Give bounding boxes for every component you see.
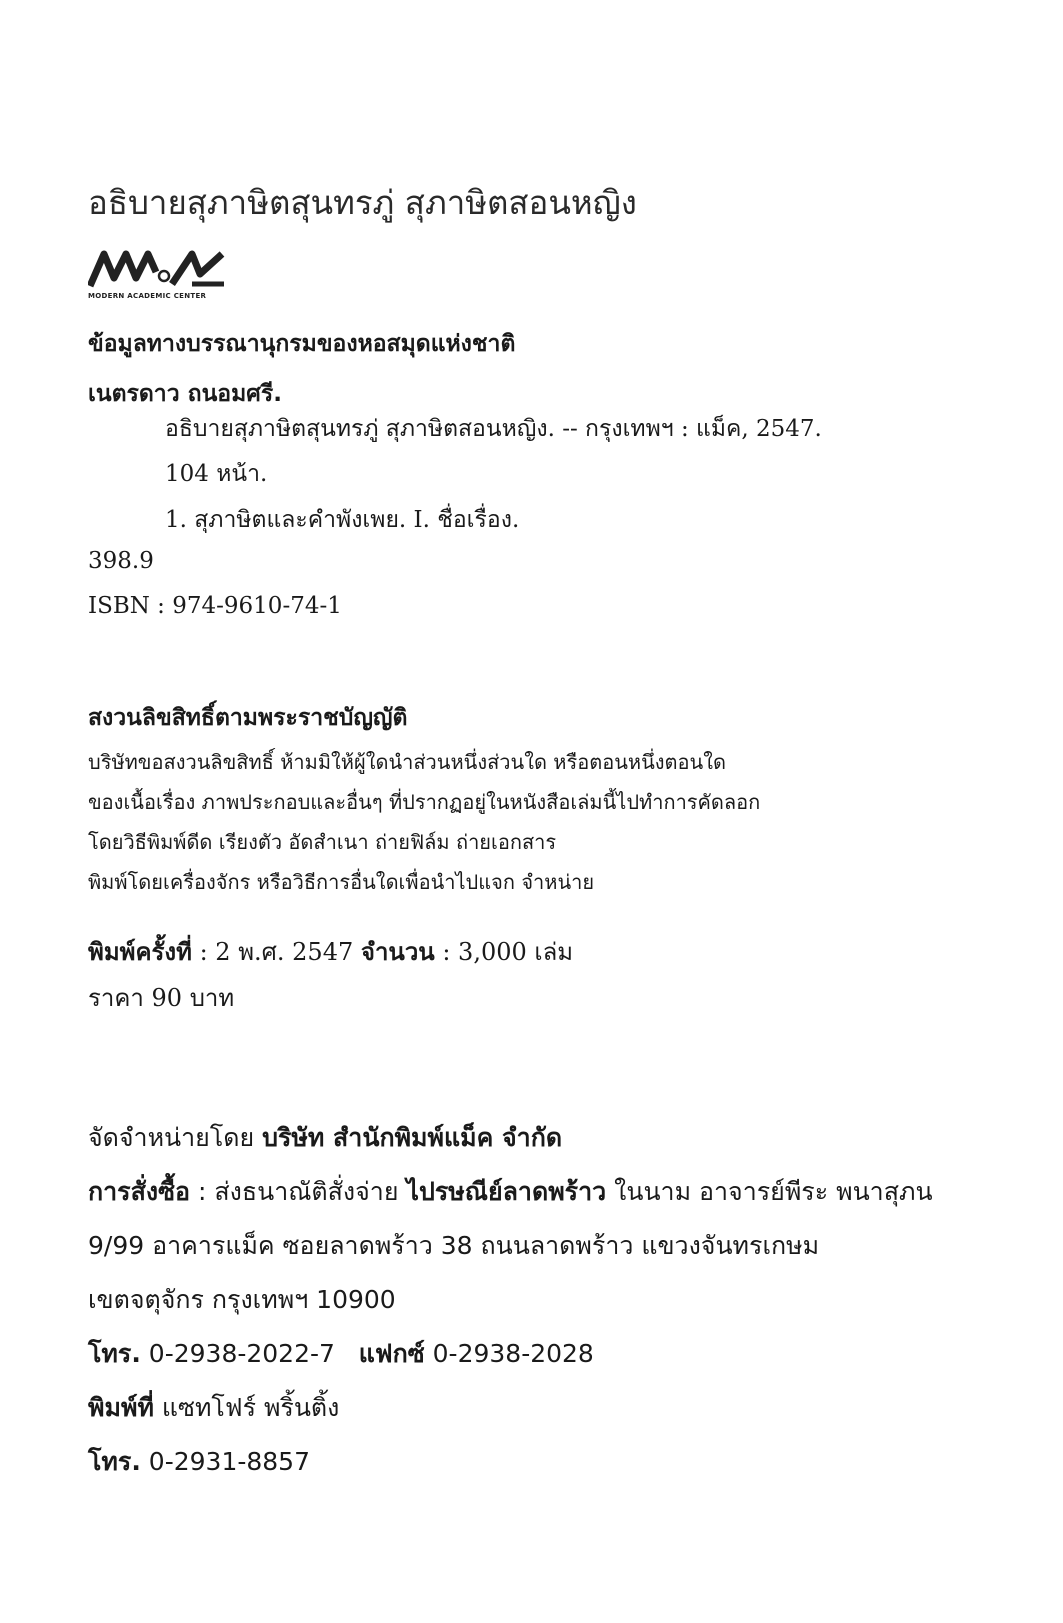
edition-line	[88, 932, 573, 971]
cip-classification: 398.9	[88, 548, 154, 574]
edition-value: : 2 พ.ศ. 2547	[199, 938, 354, 966]
printer-label: พิมพ์ที่	[88, 1393, 154, 1422]
address-line: 9/99 อาคารแม็ค ซอยลาดพร้าว 38 ถนนลาดพร้าว แขวงจันทรเกษม	[88, 1231, 820, 1260]
price: ราคา 90 บาท	[88, 984, 235, 1012]
cip-entry: อธิบายสุภาษิตสุนทรภู่ สุภาษิตสอนหญิง. -- กรุงเทพฯ : แม็ค, 2547.	[165, 416, 822, 442]
copyright-line: ของเนื้อเรื่อง ภาพประกอบและอื่นๆ ที่ปรากฏอยู่ในหนังสือเล่มนี้ไปทำการคัดลอก	[88, 790, 761, 814]
printer-tel-value: 0-2931-8857	[148, 1447, 310, 1476]
order-label: การสั่งซื้อ	[88, 1177, 191, 1206]
cip-author: เนตรดาว ถนอมศรี.	[88, 381, 282, 407]
copyright-line: พิมพ์โดยเครื่องจักร หรือวิธีการอื่นใดเพื่อนำไปแจก จำหน่าย	[88, 870, 595, 894]
cip-pages: 104 หน้า.	[165, 461, 268, 487]
logo-caption: MODERN ACADEMIC CENTER	[88, 292, 207, 300]
tel-value: 0-2938-2022-7	[148, 1339, 335, 1368]
fax-label: แฟกซ์	[358, 1339, 425, 1368]
cip-heading: ข้อมูลทางบรรณานุกรมของหอสมุดแห่งชาติ	[88, 331, 516, 357]
edition-label: พิมพ์ครั้งที่	[88, 938, 192, 966]
copyright-line: โดยวิธีพิมพ์ดีด เรียงตัว อัดสำเนา ถ่ายฟิล์ม ถ่ายเอกสาร	[88, 830, 557, 854]
cip-isbn: ISBN : 974-9610-74-1	[88, 593, 342, 619]
distributor-name: บริษัท สำนักพิมพ์แม็ค จำกัด	[262, 1123, 563, 1152]
printer-line	[88, 1388, 339, 1428]
quantity-label: จำนวน	[360, 938, 435, 966]
distribution-line	[88, 1118, 562, 1158]
printer-tel-label: โทร.	[88, 1447, 141, 1476]
copyright-line: บริษัทขอสงวนลิขสิทธิ์ ห้ามมิให้ผู้ใดนำส่วนหนึ่งส่วนใด หรือตอนหนึ่งตอนใด	[88, 750, 726, 774]
copyright-heading: สงวนลิขสิทธิ์ตามพระราชบัญญัติ	[88, 705, 408, 731]
book-title: อธิบายสุภาษิตสุนทรภู่ สุภาษิตสอนหญิง	[88, 183, 637, 222]
tel-label: โทร.	[88, 1339, 141, 1368]
order-line	[88, 1172, 933, 1212]
printer-contact-line	[88, 1442, 310, 1482]
distributed-by-label: จัดจำหน่ายโดย	[88, 1123, 255, 1152]
quantity-value: : 3,000 เล่ม	[442, 938, 574, 966]
payee-text: ในนาม อาจารย์พีระ พนาสุภน	[614, 1177, 933, 1206]
post-office: ไปรษณีย์ลาดพร้าว	[406, 1177, 607, 1206]
publisher-logo	[88, 248, 228, 302]
order-text: : ส่งธนาณัติสั่งจ่าย	[198, 1177, 399, 1206]
contact-line	[88, 1334, 594, 1374]
mac-logo-icon	[88, 248, 228, 290]
address-line: เขตจตุจักร กรุงเทพฯ 10900	[88, 1285, 396, 1314]
fax-value: 0-2938-2028	[432, 1339, 594, 1368]
cip-subjects: 1. สุภาษิตและคำพังเพย. I. ชื่อเรื่อง.	[165, 507, 520, 533]
printer-name: แซทโฟร์ พริ้นติ้ง	[161, 1393, 340, 1422]
